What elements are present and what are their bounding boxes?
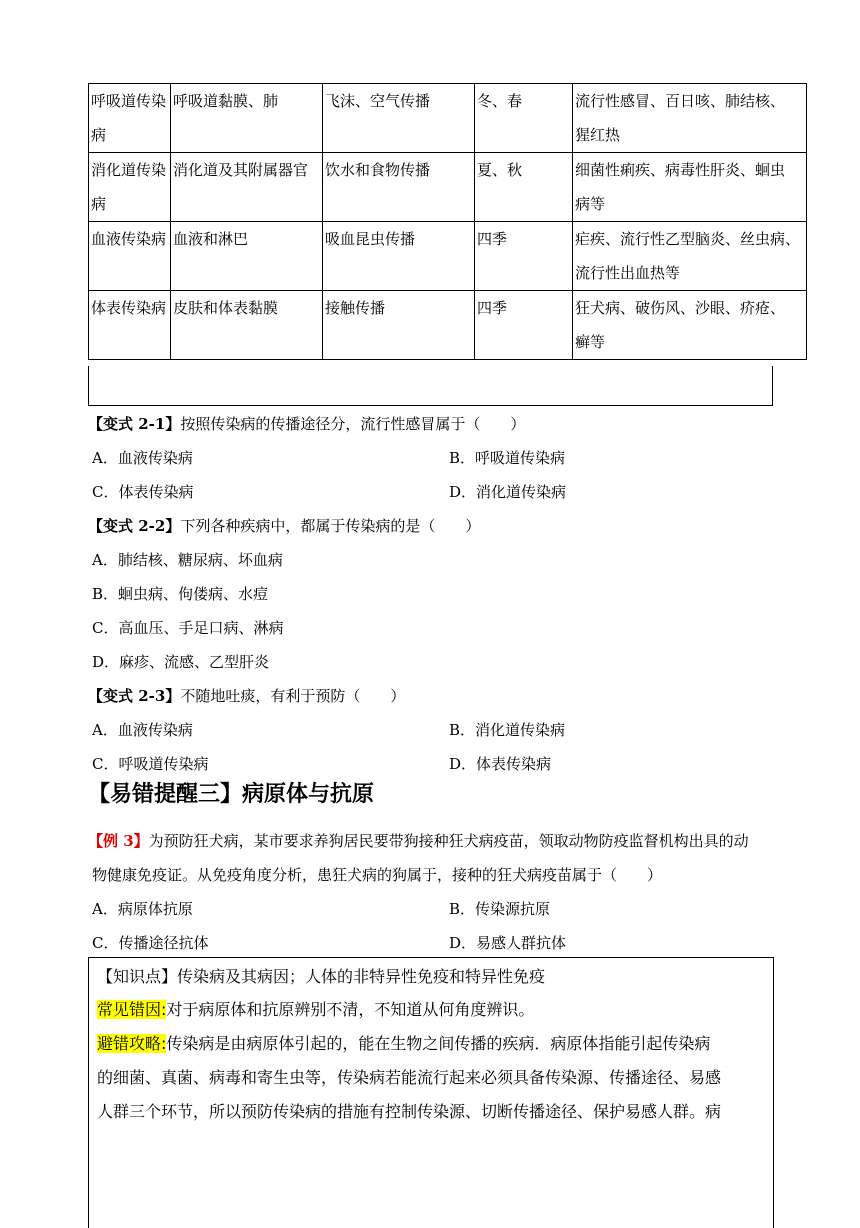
empty-table-row bbox=[88, 366, 773, 406]
table-cell-examples bbox=[573, 291, 807, 360]
cell-text-line: 癣等 bbox=[575, 333, 606, 351]
cell-text-line: 消化道及其附属器官 bbox=[173, 161, 309, 179]
option-c: C．传播途径抗体 bbox=[92, 934, 209, 952]
cell-text-line: 病 bbox=[91, 126, 107, 144]
option-a: A．血液传染病 bbox=[92, 721, 193, 739]
cell-text-line: 血液传染病 bbox=[91, 230, 167, 248]
table-row bbox=[89, 222, 807, 291]
cell-text-line: 呼吸道黏膜、肺 bbox=[173, 92, 279, 110]
table-row bbox=[89, 153, 807, 222]
question-2-2-stem bbox=[88, 516, 480, 536]
option-d: D．麻疹、流感、乙型肝炎 bbox=[92, 653, 270, 671]
table-row bbox=[89, 291, 807, 360]
option-d: D．体表传染病 bbox=[449, 755, 552, 773]
question-text: 按照传染病的传播途径分，流行性感冒属于（ ） bbox=[180, 415, 526, 433]
cell-text-line: 接触传播 bbox=[325, 299, 386, 317]
avoid-tip-label: 避错攻略: bbox=[97, 1034, 167, 1053]
table-cell-season bbox=[475, 84, 573, 153]
option-b: B．传染源抗原 bbox=[449, 900, 551, 918]
table-cell-season bbox=[475, 291, 573, 360]
option-c: C．高血压、手足口病、淋病 bbox=[92, 619, 284, 637]
option-a: A．肺结核、糖尿病、坏血病 bbox=[92, 551, 283, 569]
cell-text-line: 病等 bbox=[575, 195, 606, 213]
question-tag: 【变式 2-2】 bbox=[88, 517, 181, 535]
table-cell-examples bbox=[573, 84, 807, 153]
option-b: B．呼吸道传染病 bbox=[449, 449, 566, 467]
option-c: C．体表传染病 bbox=[92, 483, 194, 501]
table-cell-route bbox=[323, 291, 475, 360]
option-d: D．消化道传染病 bbox=[449, 483, 567, 501]
cell-text-line: 皮肤和体表黏膜 bbox=[173, 299, 279, 317]
cell-text-line: 流行性出血热等 bbox=[575, 264, 681, 282]
table-cell-site bbox=[171, 291, 323, 360]
cell-text-line: 四季 bbox=[477, 230, 508, 248]
table-cell-site bbox=[171, 84, 323, 153]
cell-text-line: 流行性感冒、百日咳、肺结核、 bbox=[575, 92, 786, 110]
table-cell-type bbox=[89, 291, 171, 360]
cell-text-line: 四季 bbox=[477, 299, 508, 317]
cell-text-line: 消化道传染 bbox=[91, 161, 167, 179]
cell-text-line: 饮水和食物传播 bbox=[325, 161, 431, 179]
common-error-text: 对于病原体和抗原辨别不清，不知道从何角度辨识。 bbox=[166, 1000, 535, 1019]
example-text: 为预防狂犬病，某市要求养狗居民要带狗接种狂犬病疫苗，领取动物防疫监督机构出具的动 bbox=[148, 832, 749, 850]
option-a: A．病原体抗原 bbox=[92, 900, 193, 918]
section-heading: 【易错提醒三】病原体与抗原 bbox=[88, 782, 375, 807]
knowledge-point: 【知识点】传染病及其病因；人体的非特异性免疫和特异性免疫 bbox=[97, 967, 546, 986]
cell-text-line: 细菌性痢疾、病毒性肝炎、蛔虫 bbox=[575, 161, 786, 179]
cell-text-line: 冬、春 bbox=[477, 92, 523, 110]
avoid-tip-line-2: 的细菌、真菌、病毒和寄生虫等，传染病若能流行起来必须具备传染源、传播途径、易感 bbox=[97, 1068, 722, 1087]
option-b: B．消化道传染病 bbox=[449, 721, 566, 739]
common-error-label: 常见错因: bbox=[97, 1000, 167, 1019]
cell-text-line: 夏、秋 bbox=[477, 161, 523, 179]
option-d: D．易感人群抗体 bbox=[449, 934, 567, 952]
avoid-tip-line-3: 人群三个环节，所以预防传染病的措施有控制传染源、切断传播途径、保护易感人群。病 bbox=[97, 1102, 722, 1121]
question-tag: 【变式 2-1】 bbox=[88, 415, 181, 433]
table-row bbox=[89, 84, 807, 153]
cell-text-line: 病 bbox=[91, 195, 107, 213]
example-3-stem-line-1 bbox=[88, 831, 749, 851]
question-text: 下列各种疾病中，都属于传染病的是（ ） bbox=[180, 517, 481, 535]
common-error bbox=[97, 999, 534, 1021]
table-cell-route bbox=[323, 84, 475, 153]
table-cell-type bbox=[89, 84, 171, 153]
option-c: C．呼吸道传染病 bbox=[92, 755, 209, 773]
cell-text-line: 吸血昆虫传播 bbox=[325, 230, 416, 248]
cell-text-line: 猩红热 bbox=[575, 126, 621, 144]
example-3-stem-line-2: 物健康免疫证。从免疫角度分析，患狂犬病的狗属于，接种的狂犬病疫苗属于（ ） bbox=[92, 866, 663, 884]
question-2-1-stem bbox=[88, 414, 525, 434]
cell-text-line: 呼吸道传染 bbox=[91, 92, 167, 110]
table-cell-route bbox=[323, 153, 475, 222]
table-cell-type bbox=[89, 153, 171, 222]
cell-text-line: 飞沫、空气传播 bbox=[325, 92, 431, 110]
table-cell-site bbox=[171, 153, 323, 222]
cell-text-line: 体表传染病 bbox=[91, 299, 167, 317]
cell-text-line: 疟疾、流行性乙型脑炎、丝虫病、 bbox=[575, 230, 801, 248]
option-a: A．血液传染病 bbox=[92, 449, 193, 467]
table-cell-type bbox=[89, 222, 171, 291]
question-tag: 【变式 2-3】 bbox=[88, 687, 181, 705]
option-b: B．蛔虫病、佝偻病、水痘 bbox=[92, 585, 269, 603]
question-2-3-stem bbox=[88, 686, 405, 706]
knowledge-box bbox=[88, 957, 774, 1228]
table-cell-season bbox=[475, 153, 573, 222]
avoid-tip-line-1 bbox=[97, 1033, 710, 1055]
disease-table bbox=[88, 83, 807, 360]
cell-text-line: 血液和淋巴 bbox=[173, 230, 249, 248]
table-cell-examples bbox=[573, 153, 807, 222]
table-cell-examples bbox=[573, 222, 807, 291]
avoid-tip-text: 传染病是由病原体引起的，能在生物之间传播的疾病．病原体指能引起传染病 bbox=[166, 1034, 711, 1053]
table-cell-route bbox=[323, 222, 475, 291]
example-tag: 【例 3】 bbox=[88, 832, 149, 850]
cell-text-line: 狂犬病、破伤风、沙眼、疥疮、 bbox=[575, 299, 786, 317]
question-text: 不随地吐痰，有利于预防（ ） bbox=[180, 687, 406, 705]
table-cell-site bbox=[171, 222, 323, 291]
table-cell-season bbox=[475, 222, 573, 291]
